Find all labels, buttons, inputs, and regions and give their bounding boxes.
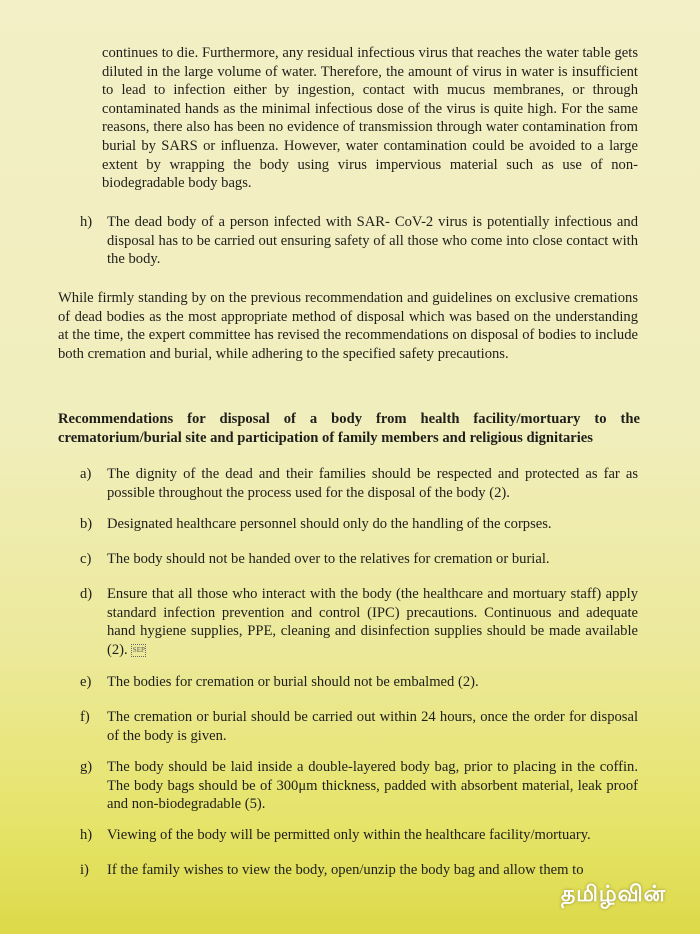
list-marker: f) <box>80 709 90 725</box>
list-item-text: The bodies for cremation or burial should not be embalmed (2). <box>107 674 479 690</box>
list-marker: h) <box>80 214 93 230</box>
list-item-text: The dignity of the dead and their families should be respected and protected as far as possible throughout the process used for the disposal of the body (2). <box>107 466 638 501</box>
list-marker: d) <box>80 586 93 602</box>
list-item-text: The body should not be handed over to the relatives for cremation or burial. <box>107 551 550 567</box>
sep-glyph: SEP <box>131 644 146 657</box>
list-item-text: The cremation or burial should be carried out within 24 hours, once the order for disposal of the body is given. <box>107 709 638 744</box>
list-marker: c) <box>80 551 92 567</box>
list-item-text: Viewing of the body will be permitted only within the healthcare facility/mortuary. <box>107 827 591 843</box>
list-item-text: Designated healthcare personnel should only do the handling of the corpses. <box>107 516 552 532</box>
list-marker: g) <box>80 759 93 775</box>
list-marker: h) <box>80 827 93 843</box>
list-marker: e) <box>80 674 92 690</box>
list-item-text-wrap <box>107 585 638 659</box>
continuation-paragraph: continues to die. Furthermore, any residual infectious virus that reaches the water table gets diluted in the large volume of water. Therefore, the amount of virus in water is insufficient to lead to infection either by ingestion, contact with mucus membranes, or through contaminated hands as the minimal infectious dose of the virus is quite high. For the same reasons, there also has been no evidence of transmission through water contamination from burial by SARS or influenza. However, water contamination could be avoided to a large extent by wrapping the body using virus impervious material such as use of non-biodegradable body bags. <box>102 45 638 192</box>
list-item-text: If the family wishes to view the body, open/unzip the body bag and allow them to <box>107 862 584 878</box>
body-paragraph: While firmly standing by on the previous recommendation and guidelines on exclusive cremations of dead bodies as the most appropriate method of disposal which was based on the understanding at the time, the expert committee has revised the recommendations on disposal of bodies to include both cremation and burial, while adhering to the specified safety precautions. <box>58 290 638 362</box>
list-marker: a) <box>80 466 92 482</box>
list-marker: i) <box>80 862 89 878</box>
section-heading: Recommendations for disposal of a body from health facility/mortuary to the crematorium/burial site and participation of family members and religious dignitaries <box>58 411 640 446</box>
list-marker: b) <box>80 516 93 532</box>
list-item-text: The body should be laid inside a double-layered body bag, prior to placing in the coffin. The body bags should be of 300μm thickness, padded with absorbent material, leak proof and non-biodegradable (5). <box>107 759 638 813</box>
list-item-text: Ensure that all those who interact with the body (the healthcare and mortuary staff) apply standard infection prevention and control (IPC) precautions. Continuous and adequate hand hygiene supplies, PPE, cleaning and disinfection supplies should be made available (2). <box>107 586 638 658</box>
watermark-logo: தமிழ்வின் <box>560 882 666 907</box>
list-item-text: The dead body of a person infected with SAR- CoV-2 virus is potentially infectious and disposal has to be carried out ensuring safety of all those who come into close contact with the body. <box>107 214 638 268</box>
